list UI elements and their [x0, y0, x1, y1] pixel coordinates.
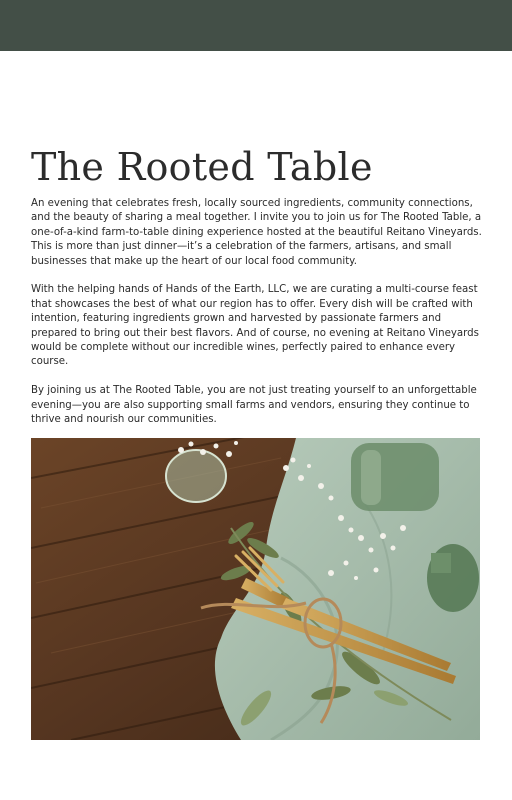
paragraph-2: With the helping hands of Hands of the Earth, LLC, we are curating a multi-course feast that showcases the best of what our region has to offer. Every dish will be crafted with intention, featuring ingredients grown and harvested by passionate farmers and prepared to bring out their best flavors. And of course, no evening at Reitano Vineyards would be complete without our incredible wines, perfectly paired to enhance every course. [31, 284, 479, 368]
page-title: The Rooted Table [31, 145, 373, 189]
intro-text [31, 197, 483, 442]
glass-top-left [166, 450, 226, 502]
green-glass-jar [351, 443, 439, 511]
green-bottle [427, 544, 479, 612]
header-bar [0, 0, 512, 51]
paragraph-3: By joining us at The Rooted Table, you are not just treating yourself to an unforgettable evening—you are also supporting small farms and vendors, ensuring they continue to thrive and nourish our communities. [31, 385, 477, 426]
table-setting-illustration [31, 438, 480, 740]
paragraph-1: An evening that celebrates fresh, locally sourced ingredients, community connections, and the beauty of sharing a meal together. I invite you to join us for The Rooted Table, a one-of-a-kind farm-to-table dining experience hosted at the beautiful Reitano Vineyards. This is more than just dinner—it’s a celebration of the farmers, artisans, and small businesses that make up the heart of our local food community. [31, 198, 482, 267]
table-setting-photo [31, 438, 480, 740]
